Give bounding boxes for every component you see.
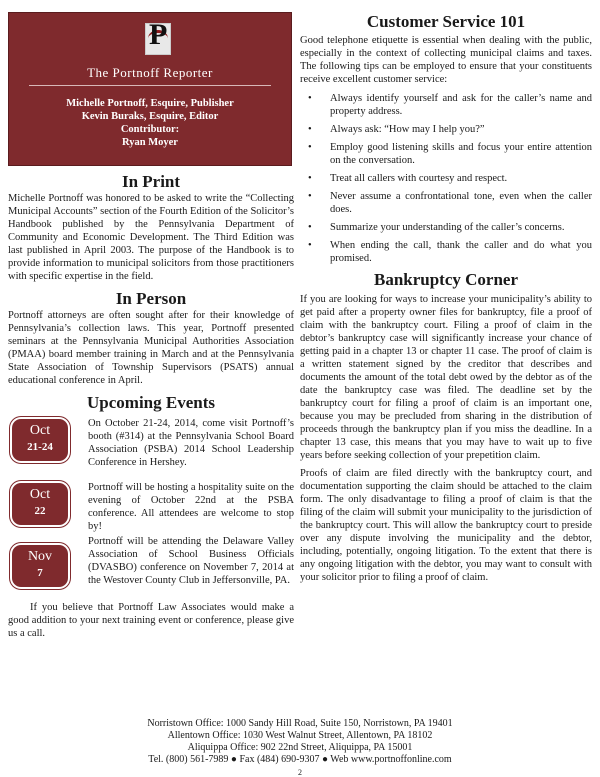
aliquippa-office: Aliquippa Office: 902 22nd Street, Aliquippa, PA 15001	[187, 742, 413, 753]
tip-item	[300, 172, 592, 185]
in-person-heading: In Person	[115, 289, 187, 308]
event-day: 22	[34, 505, 46, 517]
masthead	[8, 12, 292, 166]
contributor-label: Contributor:	[120, 124, 180, 135]
contact-line: Tel. (800) 561-7989 ● Fax (484) 690-9307 ● Web www.portnoffonline.com	[148, 754, 452, 765]
event-text: Portnoff will be hosting a hospitality suite on the evening of October 22nd at the PSBA conference. All attendees are welcome to stop by!	[88, 482, 294, 532]
logo-letter: P	[149, 18, 168, 51]
event-month: Nov	[27, 549, 53, 564]
page-number: 2	[298, 768, 302, 777]
bullet-icon: •	[308, 142, 312, 153]
in-person-section	[8, 289, 294, 387]
event-day: 21-24	[27, 441, 53, 453]
event-text: Portnoff will be attending the Delaware Valley Association of School Business Officials (DVASBO) conference on November 7, 2014 at the Westover County Club in Jeffersonville, PA.	[88, 536, 294, 586]
bankruptcy-paragraph: Proofs of claim are filed directly with the bankruptcy court, and documentation supporting the claim should be attached to the claim form. The only disadvantage to filing a proof of claim is that the filing of the claim will submit your municipality to the jurisdiction of the bankruptcy court. This will allow the bankruptcy court to preside over any dispute involving the municipality and the debtor, including, potentially, ongoing litigation. To the extent that there is any ongoing litigation with the debtor, you may want to consult with your solicitor prior to filing a proof of claim.	[300, 468, 592, 583]
event-item	[8, 481, 294, 531]
tip-text: Always ask: “How may I help you?”	[330, 124, 485, 135]
tip-text: Employ good listening skills and focus your entire attention on the conversation.	[330, 142, 592, 166]
masthead-staff	[9, 97, 291, 149]
event-day: 7	[37, 567, 43, 579]
publisher-line: Michelle Portnoff, Esquire, Publisher	[66, 98, 234, 109]
portnoff-logo	[145, 18, 171, 55]
bullet-icon: •	[308, 222, 312, 233]
in-print-body: Michelle Portnoff was honored to be asked to write the “Collecting Municipal Accounts” section of the Fourth Edition of the Solicitor’s Handbook published by the Pennsylvania Department of Community and Economic Development. The Third Edition was last published in April 2003. The purpose of the Handbook is to provide information to municipal solicitors from those practitioners with specific expertise in the field.	[8, 193, 294, 282]
customer-service-intro: Good telephone etiquette is essential when dealing with the public, especially in the context of collecting municipal claims and taxes. The following tips can be employed to ensure that your constituents receive excellent customer service:	[300, 35, 592, 85]
event-item	[8, 417, 294, 477]
event-date-badge	[12, 419, 68, 461]
upcoming-events-heading: Upcoming Events	[87, 393, 215, 412]
tip-item	[300, 123, 592, 136]
contributor-name: Ryan Moyer	[122, 137, 178, 148]
right-column	[300, 12, 592, 584]
in-person-body: Portnoff attorneys are often sought after for their knowledge of Pennsylvania’s collection laws. This year, Portnoff presented seminars at the Pennsylvania Municipal Authorities Association (PMAA) board member training in March and at the Pennsylvania State Association of Township Supervisors (PSATS) annual educational conference in April.	[8, 310, 294, 386]
tip-item	[300, 141, 592, 167]
bankruptcy-paragraph: If you are looking for ways to increase your municipality’s ability to get paid after a property owner files for bankruptcy, file a proof of claim with the bankruptcy court. Filing a proof of claim in the debtor’s bankruptcy case will significantly increase your chance of getting paid in a chapter 13 or chapter 11 case. The proof of claim is a written statement signed by the creditor that describes and documents the amount of the total debt owed by the debtor as of the date the bankruptcy case was filed. The deadline set by the bankruptcy court for filing a proof of claim is an important one, because you may be precluded from sharing in the distribution of proceeds through the bankruptcy plan if you miss the deadline. In a chapter 13 case, this means that you may have to wait up to five years before seeking collection of your prepetition claim.	[300, 294, 592, 461]
customer-service-section	[300, 12, 592, 265]
tip-text: When ending the call, thank the caller and do what you promised.	[330, 240, 592, 264]
editor-line: Kevin Buraks, Esquire, Editor	[81, 111, 219, 122]
event-item	[8, 535, 294, 597]
tip-text: Treat all callers with courtesy and respect.	[330, 173, 508, 184]
event-date-badge	[12, 545, 68, 587]
event-month: Oct	[29, 423, 51, 438]
norristown-office: Norristown Office: 1000 Sandy Hill Road, Suite 150, Norristown, PA 19401	[147, 718, 453, 729]
tip-text: Never assume a confrontational tone, even when the caller does.	[330, 191, 592, 215]
tips-list	[300, 92, 592, 265]
tip-item	[300, 190, 592, 216]
bullet-icon: •	[308, 173, 312, 184]
bullet-icon: •	[308, 191, 312, 202]
bullet-icon: •	[308, 124, 312, 135]
bankruptcy-heading: Bankruptcy Corner	[373, 270, 519, 289]
newsletter-title: The Portnoff Reporter	[87, 65, 213, 80]
upcoming-events-section	[8, 393, 294, 640]
tip-text: Summarize your understanding of the caller’s concerns.	[330, 222, 565, 233]
tip-item	[300, 92, 592, 118]
footer-offices	[0, 718, 600, 766]
event-text: On October 21-24, 2014, come visit Portnoff’s booth (#314) at the Pennsylvania School Board Association (PSBA) 2014 School Leadership Conference in Hershey.	[88, 418, 294, 468]
masthead-divider	[29, 85, 271, 86]
tip-item	[300, 239, 592, 265]
events-closing: If you believe that Portnoff Law Associates would make a good addition to your next training event or conference, please give us a call.	[8, 602, 294, 639]
bullet-icon: •	[308, 240, 312, 251]
bullet-icon: •	[308, 93, 312, 104]
customer-service-heading: Customer Service 101	[366, 12, 526, 31]
event-date-badge	[12, 483, 68, 525]
tip-item	[300, 221, 592, 234]
in-print-section	[8, 172, 294, 283]
left-column	[8, 12, 294, 640]
in-print-heading: In Print	[121, 172, 181, 191]
tip-text: Always identify yourself and ask for the caller’s name and property address.	[330, 93, 592, 117]
event-month: Oct	[29, 487, 51, 502]
allentown-office: Allentown Office: 1030 West Walnut Street, Allentown, PA 18102	[167, 730, 433, 741]
bankruptcy-section	[300, 270, 592, 584]
